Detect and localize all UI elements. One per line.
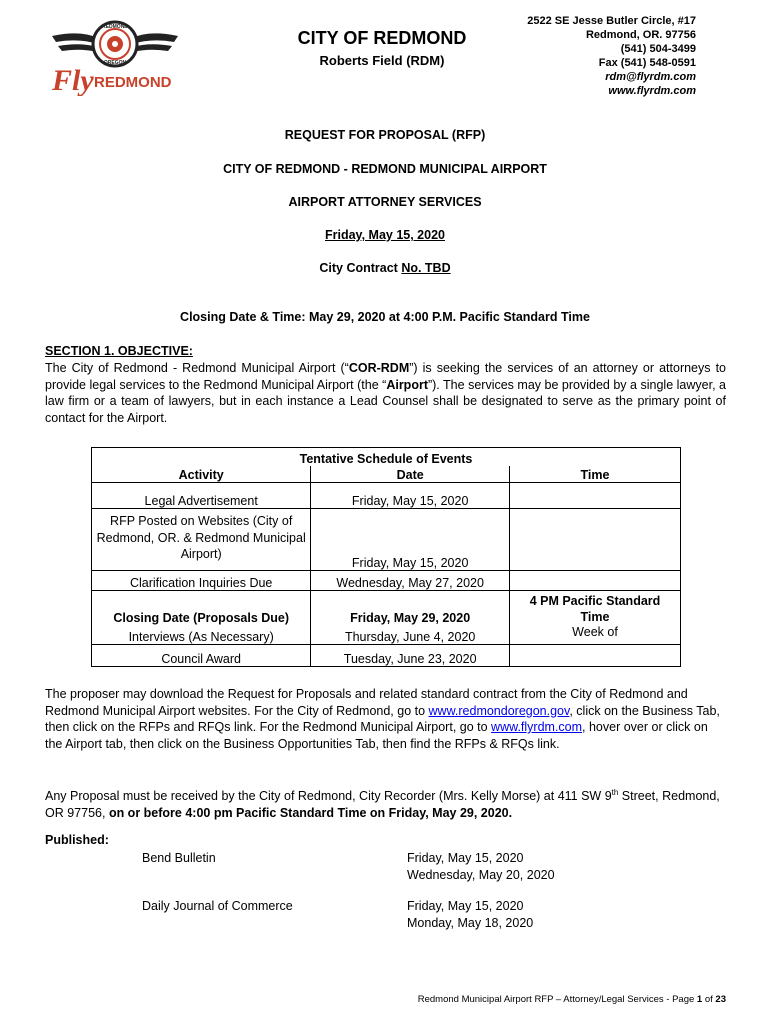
table-row xyxy=(92,625,681,645)
address-line-1: 2522 SE Jesse Butler Circle, #17 xyxy=(527,15,696,27)
proposal-text-2: Street, Redmond, OR 97756, xyxy=(45,789,720,820)
download-text-1: The proposer may download the Request for Proposals and related standard contract from the City of Redmond and Redmond Municipal Airport websites. For the City of Redmond, go to xyxy=(45,687,688,718)
publication-date: Friday, May 15, 2020 xyxy=(407,899,524,913)
city-subtitle: Roberts Field (RDM) xyxy=(319,53,445,68)
activity-cell: Interviews (As Necessary) xyxy=(92,625,311,645)
objective-text-1: The City of Redmond - Redmond Municipal Airport (“ xyxy=(45,361,349,375)
rfp-date xyxy=(45,228,725,242)
logo-text-bottom: OREGON xyxy=(103,60,127,66)
table-header-row xyxy=(92,466,681,483)
table-row xyxy=(92,591,681,625)
rfp-date-text: Friday, May 15, 2020 xyxy=(325,228,445,242)
proposal-text-1: Any Proposal must be received by the City of Redmond, City Recorder (Mrs. Kelly Morse) at 411 SW 9 xyxy=(45,789,612,804)
header-date: Date xyxy=(311,466,510,483)
activity-cell: Clarification Inquiries Due xyxy=(92,571,311,591)
page-footer xyxy=(300,994,726,1005)
publication-date: Monday, May 18, 2020 xyxy=(407,916,534,930)
publication-date: Friday, May 15, 2020 xyxy=(407,851,524,865)
publication-dates xyxy=(407,898,533,932)
activity-cell: Closing Date (Proposals Due) xyxy=(92,591,311,625)
objective-text-3: ”). The services may be provided by a single lawyer, a law firm or a team of lawyers, but in each instance a Lead Counsel shall be designated to serve as the primary point of contact for the Airport. xyxy=(45,377,726,425)
phone: (541) 504-3499 xyxy=(620,43,696,55)
proposal-superscript: th xyxy=(611,788,619,797)
schedule-table xyxy=(91,447,681,667)
logo-text-top: REDMOND xyxy=(102,24,128,30)
logo-fly-text: Fly xyxy=(52,64,94,96)
footer-of: of xyxy=(702,994,716,1005)
objective-text-2: ”) is seeking the services of an attorney or attorneys to provide legal services to the Redmond Municipal Airport (the “ xyxy=(45,361,726,392)
section-1-title: SECTION 1. OBJECTIVE: xyxy=(45,344,193,358)
date-cell: Wednesday, May 27, 2020 xyxy=(311,571,510,591)
header-activity: Activity xyxy=(92,466,311,483)
table-row xyxy=(92,645,681,667)
time-cell xyxy=(509,509,680,571)
contract-prefix: City Contract xyxy=(319,261,402,275)
flyrdm-link[interactable]: www.flyrdm.com xyxy=(491,720,583,734)
address-line-2: Redmond, OR. 97756 xyxy=(585,29,696,41)
publication-name: Daily Journal of Commerce xyxy=(142,899,293,913)
redmondoregon-link[interactable]: www.redmondoregon.gov xyxy=(428,703,570,718)
table-row xyxy=(92,571,681,591)
download-text-2: , click on the Business Tab, then click on the RFPs and RFQs link. For the Redmond Municipal Airport, go to xyxy=(45,703,720,734)
objective-cor-rdm: COR-RDM xyxy=(348,361,410,375)
email: rdm@flyrdm.com xyxy=(605,71,696,83)
contact-block xyxy=(468,14,696,98)
proposal-deadline: on or before 4:00 pm Pacific Standard Time on Friday, May 29, 2020. xyxy=(108,805,513,820)
rfp-heading: REQUEST FOR PROPOSAL (RFP) xyxy=(284,128,486,142)
footer-page: 1 xyxy=(696,994,703,1005)
publication-date: Wednesday, May 20, 2020 xyxy=(407,868,555,882)
airport-heading: CITY OF REDMOND - REDMOND MUNICIPAL AIRPORT xyxy=(223,162,547,176)
activity-cell: RFP Posted on Websites (City of Redmond, OR. & Redmond Municipal Airport) xyxy=(92,509,311,571)
objective-airport: Airport xyxy=(386,377,428,392)
date-cell: Friday, May 15, 2020 xyxy=(311,483,510,509)
proposal-paragraph xyxy=(45,785,726,821)
fax: Fax (541) 548-0591 xyxy=(598,57,696,69)
header-time: Time xyxy=(509,466,680,483)
objective-paragraph xyxy=(45,360,726,426)
publication-name: Bend Bulletin xyxy=(142,851,216,865)
contract-no: No. TBD xyxy=(401,261,451,275)
time-cell xyxy=(509,483,680,509)
contract-number xyxy=(45,261,725,275)
time-cell xyxy=(509,645,680,667)
time-cell: 4 PM Pacific Standard Time xyxy=(509,591,680,625)
publication-dates xyxy=(407,850,555,884)
activity-cell: Council Award xyxy=(92,645,311,667)
download-text-3: , hover over or click on the Airport tab, then click on the Business Opportunities Tab, then find the RFPs & RFQs link. xyxy=(45,720,708,751)
footer-text: Redmond Municipal Airport RFP – Attorney/Legal Services - Page xyxy=(417,994,697,1005)
redmond-logo xyxy=(50,14,180,96)
closing-heading: Closing Date & Time: May 29, 2020 at 4:00 P.M. Pacific Standard Time xyxy=(180,310,590,324)
time-cell: Week of xyxy=(509,625,680,645)
city-title: CITY OF REDMOND xyxy=(297,28,467,48)
logo-redmond-text: REDMOND xyxy=(94,74,172,91)
published-label: Published: xyxy=(45,833,109,847)
time-cell xyxy=(509,571,680,591)
date-cell: Thursday, June 4, 2020 xyxy=(311,625,510,645)
table-row xyxy=(92,509,681,571)
date-cell: Friday, May 15, 2020 xyxy=(311,509,510,571)
services-heading: AIRPORT ATTORNEY SERVICES xyxy=(288,195,482,209)
table-caption-row xyxy=(92,448,681,466)
date-cell: Tuesday, June 23, 2020 xyxy=(311,645,510,667)
table-caption: Tentative Schedule of Events xyxy=(299,451,473,466)
footer-total: 23 xyxy=(715,994,726,1005)
download-paragraph xyxy=(45,686,726,752)
activity-cell: Legal Advertisement xyxy=(92,483,311,509)
table-row xyxy=(92,483,681,509)
website: www.flyrdm.com xyxy=(608,85,696,97)
date-cell: Friday, May 29, 2020 xyxy=(311,591,510,625)
